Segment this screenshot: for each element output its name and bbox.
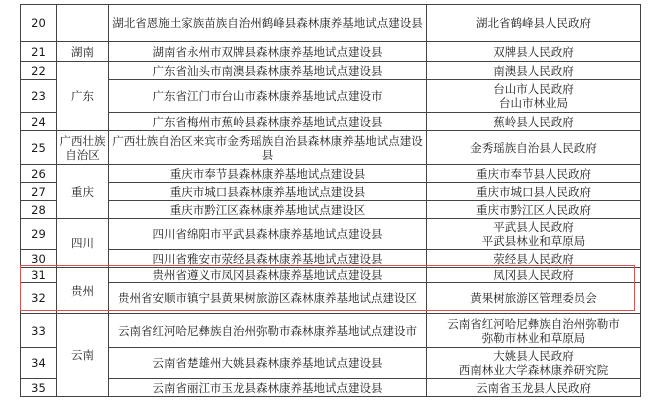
responsible-org: 台山市人民政府 台山市林业局 bbox=[427, 80, 641, 113]
table-row bbox=[21, 348, 641, 379]
responsible-org: 重庆市城口县人民政府 bbox=[427, 183, 641, 201]
row-number: 24 bbox=[21, 113, 57, 131]
row-number: 22 bbox=[21, 62, 57, 80]
responsible-org: 云南省红河哈尼彝族自治州弥勒市 弥勒市林业和草原局 bbox=[427, 314, 641, 348]
table-row bbox=[21, 268, 641, 283]
table-row bbox=[21, 201, 641, 219]
row-number: 20 bbox=[21, 5, 57, 42]
row-number: 35 bbox=[21, 379, 57, 397]
table-row bbox=[21, 165, 641, 183]
province-cell: 重庆 bbox=[57, 165, 109, 219]
site-name: 云南省楚雄州大姚县森林康养基地试点建设县 bbox=[109, 348, 427, 379]
responsible-org: 蕉岭县人民政府 bbox=[427, 113, 641, 131]
responsible-org: 黄果树旅游区管理委员会 bbox=[427, 283, 641, 314]
table-row bbox=[21, 219, 641, 250]
row-number: 21 bbox=[21, 42, 57, 62]
province-cell bbox=[57, 5, 109, 42]
table-row bbox=[21, 379, 641, 397]
row-number: 29 bbox=[21, 219, 57, 250]
site-name: 贵州省安顺市镇宁县黄果树旅游区森林康养基地试点建设区 bbox=[109, 283, 427, 314]
province-cell: 四川 bbox=[57, 219, 109, 268]
site-name: 广东省汕头市南澳县森林康养基地试点建设县 bbox=[109, 62, 427, 80]
site-name: 重庆市奉节县森林康养基地试点建设县 bbox=[109, 165, 427, 183]
row-number: 30 bbox=[21, 250, 57, 268]
responsible-org: 重庆市奉节县人民政府 bbox=[427, 165, 641, 183]
responsible-org: 双牌县人民政府 bbox=[427, 42, 641, 62]
table-row bbox=[21, 131, 641, 165]
table-row bbox=[21, 250, 641, 268]
responsible-org: 大姚县人民政府 西南林业大学森林康养研究院 bbox=[427, 348, 641, 379]
forest-wellness-pilot-table bbox=[20, 4, 641, 397]
row-number: 27 bbox=[21, 183, 57, 201]
table-row bbox=[21, 113, 641, 131]
table-row bbox=[21, 62, 641, 80]
responsible-org: 湖北省鹤峰县人民政府 bbox=[427, 5, 641, 42]
row-number: 34 bbox=[21, 348, 57, 379]
province-cell: 广东 bbox=[57, 62, 109, 131]
responsible-org: 凤冈县人民政府 bbox=[427, 268, 641, 283]
row-number: 28 bbox=[21, 201, 57, 219]
site-name: 广西壮族自治区来宾市金秀瑶族自治县森林康养基地试点建设县 bbox=[109, 131, 427, 165]
table-row bbox=[21, 314, 641, 348]
province-cell: 湖南 bbox=[57, 42, 109, 62]
site-name: 重庆市城口县森林康养基地试点建设县 bbox=[109, 183, 427, 201]
province-cell: 云南 bbox=[57, 314, 109, 397]
site-name: 重庆市黔江区森林康养基地试点建设区 bbox=[109, 201, 427, 219]
row-number: 32 bbox=[21, 283, 57, 314]
table-row bbox=[21, 183, 641, 201]
row-number: 31 bbox=[21, 268, 57, 283]
responsible-org: 金秀瑶族自治县人民政府 bbox=[427, 131, 641, 165]
table-row bbox=[21, 80, 641, 113]
site-name: 云南省丽江市玉龙县森林康养基地试点建设县 bbox=[109, 379, 427, 397]
site-name: 四川省绵阳市平武县森林康养基地试点建设县 bbox=[109, 219, 427, 250]
table-row bbox=[21, 42, 641, 62]
site-name: 湖北省恩施土家族苗族自治州鹤峰县森林康养基地试点建设县 bbox=[109, 5, 427, 42]
table-row bbox=[21, 5, 641, 42]
row-number: 33 bbox=[21, 314, 57, 348]
site-name: 云南省红河哈尼彝族自治州弥勒市森林康养基地试点建设市 bbox=[109, 314, 427, 348]
row-number: 26 bbox=[21, 165, 57, 183]
responsible-org: 平武县人民政府 平武县林业和草原局 bbox=[427, 219, 641, 250]
site-name: 四川省雅安市荥经县森林康养基地试点建设县 bbox=[109, 250, 427, 268]
responsible-org: 云南省玉龙县人民政府 bbox=[427, 379, 641, 397]
site-name: 贵州省遵义市凤冈县森林康养基地试点建设县 bbox=[109, 268, 427, 283]
site-name: 广东省江门市台山市森林康养基地试点建设市 bbox=[109, 80, 427, 113]
table-row bbox=[21, 283, 641, 314]
row-number: 25 bbox=[21, 131, 57, 165]
province-cell: 广西壮族 自治区 bbox=[57, 131, 109, 165]
site-name: 湖南省永州市双牌县森林康养基地试点建设县 bbox=[109, 42, 427, 62]
row-number: 23 bbox=[21, 80, 57, 113]
responsible-org: 南澳县人民政府 bbox=[427, 62, 641, 80]
responsible-org: 重庆市黔江区人民政府 bbox=[427, 201, 641, 219]
province-cell: 贵州 bbox=[57, 268, 109, 314]
responsible-org: 荥经县人民政府 bbox=[427, 250, 641, 268]
site-name: 广东省梅州市蕉岭县森林康养基地试点建设县 bbox=[109, 113, 427, 131]
